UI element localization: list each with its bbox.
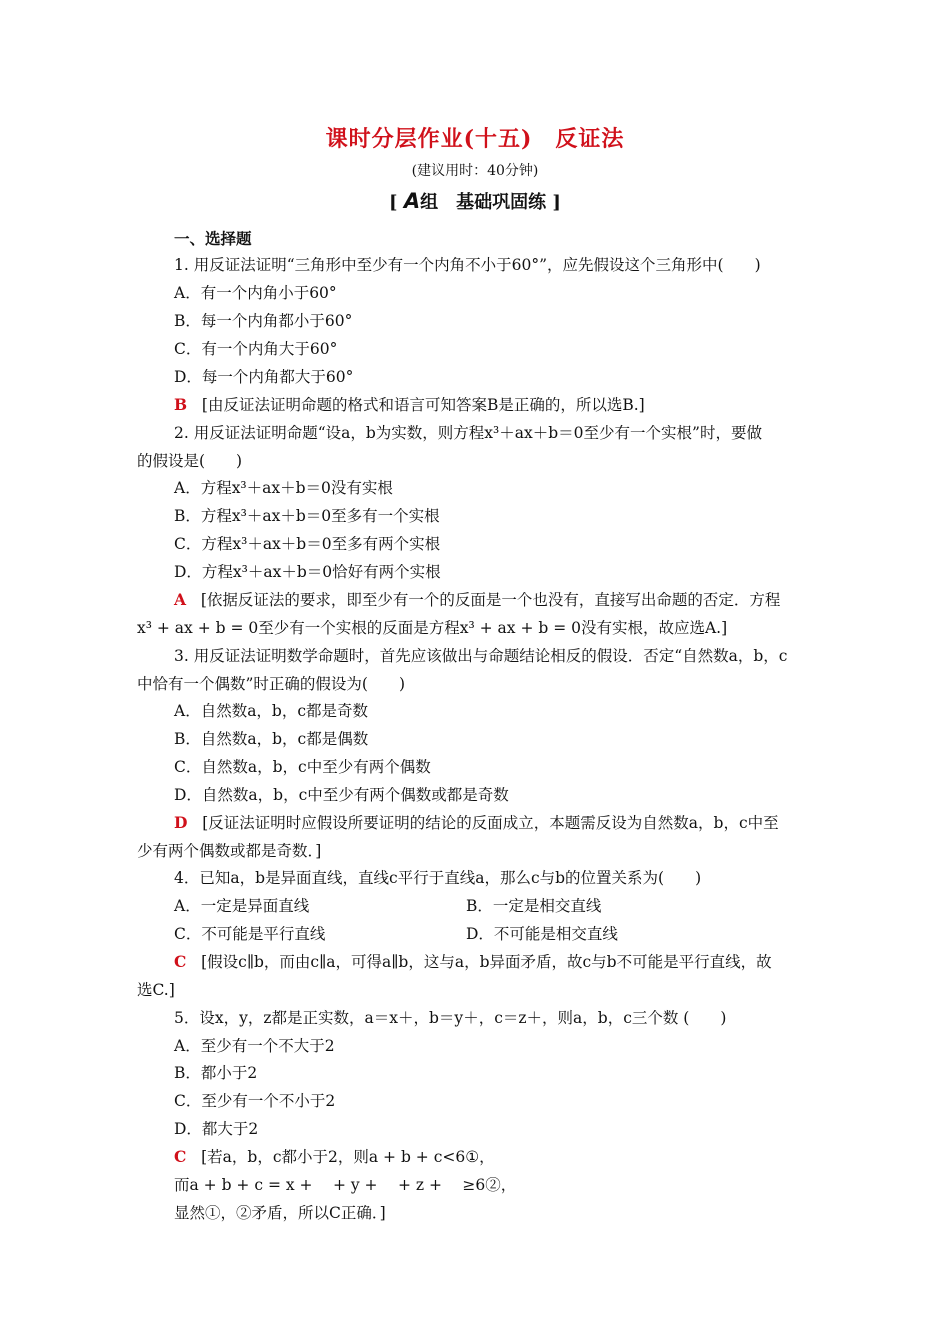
q3-option-a: A．自然数a，b，c都是奇数 xyxy=(174,702,369,720)
q2-option-a: A．方程x³＋ax＋b＝0没有实根 xyxy=(174,479,393,497)
q5-explanation-line3: 显然①，②矛盾，所以C正确．] xyxy=(174,1204,386,1222)
q1-option-a: A．有一个内角小于60° xyxy=(174,284,337,302)
q3-stem-line1: 3. 用反证法证明数学命题时，首先应该做出与命题结论相反的假设．否定“自然数a，b，c xyxy=(174,647,788,665)
q4-solution xyxy=(174,950,772,972)
q5-answer: C xyxy=(174,1147,187,1166)
q3-option-b: B．自然数a，b，c都是偶数 xyxy=(174,730,369,748)
q4-option-a: A．一定是异面直线 xyxy=(174,897,310,915)
q3-stem-line2: 中恰有一个偶数”时正确的假设为( ) xyxy=(137,675,406,693)
q5-explanation-line2: 而a + b + c = x + + y + + z + ≥6②， xyxy=(174,1176,517,1194)
q3-solution xyxy=(174,811,779,833)
q3-option-c: C．自然数a，b，c中至少有两个偶数 xyxy=(174,758,431,776)
q4-stem: 4．已知a，b是异面直线，直线c平行于直线a，那么c与b的位置关系为( ) xyxy=(174,869,702,887)
q4-explanation-line1: [假设c∥b，而由c∥a，可得a∥b，这与a，b异面矛盾，故c与b不可能是平行直线，故 xyxy=(201,953,772,971)
q2-explanation-line1: [依据反证法的要求，即至少有一个的反面是一个也没有，直接写出命题的否定．方程 xyxy=(200,591,781,609)
q2-stem-line1: 2. 用反证法证明命题“设a，b为实数，则方程x³＋ax＋b＝0至少有一个实根”时，要做 xyxy=(174,424,762,442)
q4-option-b: B．一定是相交直线 xyxy=(466,897,602,915)
q3-explanation-line1: [反证法证明时应假设所要证明的结论的反面成立，本题需反设为自然数a，b，c中至 xyxy=(202,814,779,832)
q3-explanation-line2: 少有两个偶数或都是奇数．] xyxy=(137,842,322,860)
q5-stem: 5．设x，y，z都是正实数，a＝x＋，b＝y＋，c＝z＋，则a，b，c三个数 ( ) xyxy=(174,1009,727,1027)
q1-stem: 1. 用反证法证明“三角形中至少有一个内角不小于60°”，应先假设这个三角形中( ) xyxy=(174,256,761,274)
q3-option-d: D．自然数a，b，c中至少有两个偶数或都是奇数 xyxy=(174,786,509,804)
q5-option-c: C．至少有一个不小于2 xyxy=(174,1092,336,1110)
q5-option-b: B．都小于2 xyxy=(174,1064,258,1082)
suggested-time: (建议用时：40分钟) xyxy=(411,163,539,179)
q5-solution xyxy=(174,1145,495,1167)
q5-option-d: D．都大于2 xyxy=(174,1120,259,1138)
group-heading xyxy=(0,188,950,214)
group-label: 组 基础巩固练 xyxy=(420,192,547,213)
q4-answer: C xyxy=(174,952,187,971)
page-title: 课时分层作业(十五) 反证法 xyxy=(325,126,625,152)
section-heading: 一、选择题 xyxy=(174,229,252,248)
q2-option-d: D．方程x³＋ax＋b＝0恰好有两个实根 xyxy=(174,563,441,581)
group-letter: A xyxy=(403,189,421,213)
q5-option-a: A．至少有一个不大于2 xyxy=(174,1037,335,1055)
q4-explanation-line2: 选C.] xyxy=(137,981,175,999)
q3-answer: D xyxy=(174,813,188,832)
q4-option-d: D．不可能是相交直线 xyxy=(466,925,618,943)
group-bracket-right: ] xyxy=(552,192,561,213)
q2-stem-line2: 的假设是( ) xyxy=(137,452,243,470)
q1-option-b: B．每一个内角都小于60° xyxy=(174,312,353,330)
q2-answer: A xyxy=(174,590,187,609)
q1-answer: B xyxy=(174,395,188,414)
q4-option-c: C．不可能是平行直线 xyxy=(174,925,326,943)
q2-option-b: B．方程x³＋ax＋b＝0至多有一个实根 xyxy=(174,507,440,525)
q5-explanation-line1: [若a，b，c都小于2，则a + b + c<6①， xyxy=(201,1148,495,1166)
q1-option-d: D．每一个内角都大于60° xyxy=(174,368,354,386)
q1-solution xyxy=(174,393,645,415)
q2-option-c: C．方程x³＋ax＋b＝0至多有两个实根 xyxy=(174,535,441,553)
q1-option-c: C．有一个内角大于60° xyxy=(174,340,338,358)
group-bracket-left: [ xyxy=(389,192,398,213)
q1-explanation: [由反证法证明命题的格式和语言可知答案B是正确的，所以选B.] xyxy=(201,396,645,414)
q2-solution xyxy=(174,588,780,610)
q2-explanation-line2: x³ + ax + b = 0至少有一个实根的反面是方程x³ + ax + b = 0没有实根，故应选A.] xyxy=(137,619,728,637)
